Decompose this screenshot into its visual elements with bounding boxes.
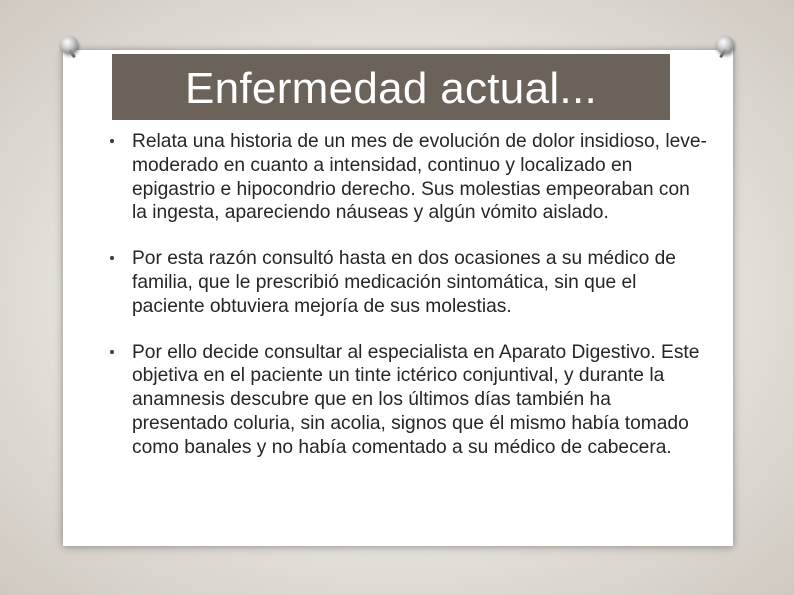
bullet-text: Relata una historia de un mes de evolución de dolor insidioso, leve-moderado en cuanto a intensidad, continuo y localizado en epigastrio e hipocondrio derecho. Sus molestias empeoraban con la ingesta, apareciendo náuseas y algún vómito aislado. [132,131,707,224]
bullet-item [110,247,710,318]
bullet-dot-icon [110,350,114,354]
left-pushpin-icon [60,36,78,54]
bullet-dot-icon [110,139,114,143]
bullet-list [110,130,710,482]
bullet-item [110,341,710,460]
bullet-item [110,130,710,225]
right-pushpin-icon [716,36,734,54]
bullet-text: Por esta razón consultó hasta en dos ocasiones a su médico de familia, que le prescribió medicación sintomática, sin que el paciente obtuviera mejoría de sus molestias. [132,248,676,317]
slide-title: Enfermedad actual... [184,64,597,113]
title-band [112,54,670,120]
bullet-text: Por ello decide consultar al especialista en Aparato Digestivo. Este objetiva en el paciente un tinte ictérico conjuntival, y durante la anamnesis descubre que en los últimos días también ha presentado coluria, sin acolia, signos que él mismo había tomado como banales y no había comentado a su médico de cabecera. [132,341,700,458]
bullet-dot-icon [110,256,114,260]
